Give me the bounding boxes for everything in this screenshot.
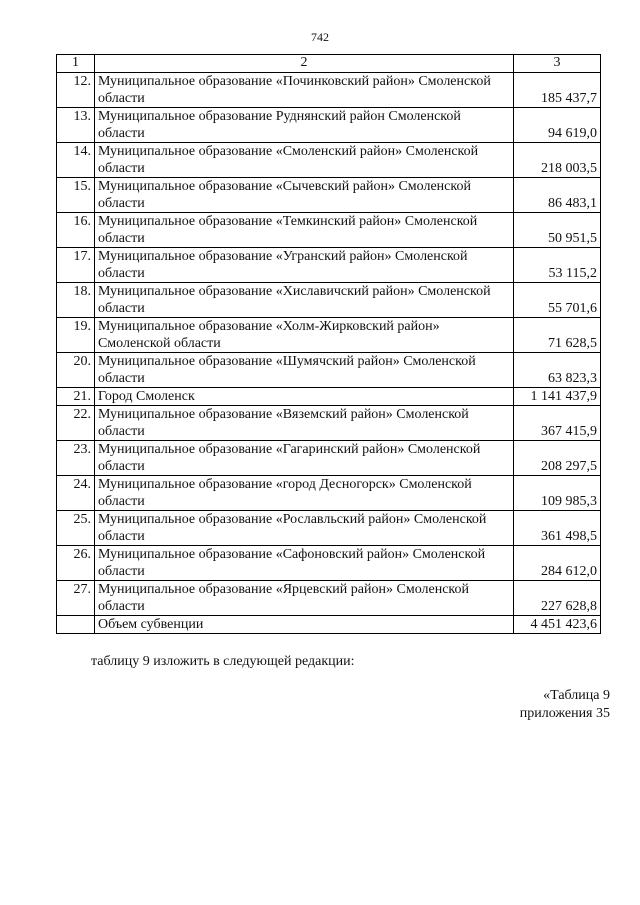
row-number: 13. [57,108,95,143]
table-row [57,143,601,178]
row-value: 4 451 423,6 [514,616,601,634]
row-name: Муниципальное образование «Хиславичский район» Смоленской области [94,283,513,318]
row-number: 14. [57,143,95,178]
row-number: 16. [57,213,95,248]
row-name: Муниципальное образование «Угранский район» Смоленской области [94,248,513,283]
row-name: Муниципальное образование «Темкинский район» Смоленской области [94,213,513,248]
row-number: 20. [57,353,95,388]
subvention-table [56,54,601,634]
table-row [57,73,601,108]
row-number: 26. [57,546,95,581]
row-name: Муниципальное образование «Сафоновский район» Смоленской области [94,546,513,581]
table-row [57,283,601,318]
row-number: 15. [57,178,95,213]
header-col-3: 3 [514,55,601,73]
table-row [57,318,601,353]
header-col-1: 1 [57,55,95,73]
row-value: 185 437,7 [514,73,601,108]
table-header-row [57,55,601,73]
row-value: 50 951,5 [514,213,601,248]
caption-line-1: «Таблица 9 [543,688,610,703]
caption-line-2: приложения 35 [519,706,610,721]
table-row [57,178,601,213]
table-row [57,406,601,441]
table-row [57,248,601,283]
row-name: Город Смоленск [94,388,513,406]
row-name: Муниципальное образование «Ярцевский район» Смоленской области [94,581,513,616]
table-row [57,581,601,616]
row-value: 94 619,0 [514,108,601,143]
table-row [57,353,601,388]
row-number: 12. [57,73,95,108]
row-value: 361 498,5 [514,511,601,546]
row-value: 86 483,1 [514,178,601,213]
row-name: Муниципальное образование «Сычевский район» Смоленской области [94,178,513,213]
row-number [57,616,95,634]
row-value: 109 985,3 [514,476,601,511]
row-name: Муниципальное образование «Гагаринский район» Смоленской области [94,441,513,476]
table-row [57,511,601,546]
row-name: Муниципальное образование «Рославльский район» Смоленской области [94,511,513,546]
row-number: 24. [57,476,95,511]
row-value: 227 628,8 [514,581,601,616]
row-name: Муниципальное образование «Шумячский район» Смоленской области [94,353,513,388]
row-number: 22. [57,406,95,441]
instruction-text: таблицу 9 изложить в следующей редакции: [91,654,355,669]
row-value: 63 823,3 [514,353,601,388]
row-name: Муниципальное образование «Вяземский район» Смоленской области [94,406,513,441]
table-row [57,388,601,406]
table-caption [520,687,610,723]
table-row [57,108,601,143]
row-number: 27. [57,581,95,616]
row-value: 284 612,0 [514,546,601,581]
page-number: 742 [311,30,329,44]
row-name: Муниципальное образование «Починковский район» Смоленской области [94,73,513,108]
header-col-2: 2 [94,55,513,73]
row-value: 367 415,9 [514,406,601,441]
row-value: 1 141 437,9 [514,388,601,406]
row-name: Муниципальное образование Руднянский район Смоленской области [94,108,513,143]
table-row [57,616,601,634]
table-row [57,441,601,476]
table-row [57,546,601,581]
row-number: 19. [57,318,95,353]
row-number: 21. [57,388,95,406]
row-name: Муниципальное образование «Холм-Жирковский район» Смоленской области [94,318,513,353]
row-number: 23. [57,441,95,476]
row-value: 53 115,2 [514,248,601,283]
row-number: 17. [57,248,95,283]
row-number: 25. [57,511,95,546]
table-row [57,213,601,248]
row-value: 71 628,5 [514,318,601,353]
table-row [57,476,601,511]
row-number: 18. [57,283,95,318]
row-name: Объем субвенции [94,616,513,634]
row-value: 218 003,5 [514,143,601,178]
row-name: Муниципальное образование «Смоленский район» Смоленской области [94,143,513,178]
row-name: Муниципальное образование «город Десногорск» Смоленской области [94,476,513,511]
row-value: 208 297,5 [514,441,601,476]
row-value: 55 701,6 [514,283,601,318]
